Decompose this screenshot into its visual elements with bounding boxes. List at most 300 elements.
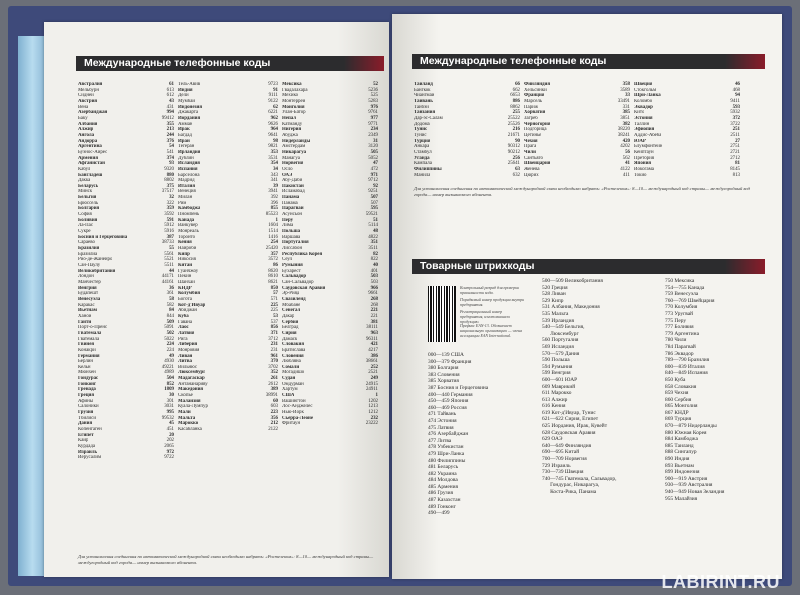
- code-value: 8620: [268, 268, 278, 274]
- code-value: 9821: [268, 144, 278, 150]
- code-country: Мехико: [282, 93, 299, 99]
- barcode-prefix-row: 479 Шри-Ланка: [428, 450, 465, 457]
- barcode-prefix-row: 628 Саудовская Аравия: [542, 429, 596, 436]
- code-value: 392: [270, 195, 278, 201]
- code-country: Дели: [178, 93, 189, 99]
- barcode-prefix-row: 380 Болгария: [428, 365, 459, 372]
- code-value: 504: [166, 376, 174, 382]
- code-value: 505: [370, 149, 378, 155]
- barcode-label-product-number: Порядковый номер продукции внутри предприятия.: [460, 297, 524, 307]
- code-value: 5912: [164, 223, 174, 229]
- code-country: Мадрид: [178, 178, 195, 184]
- barcode-prefix-row: 600—601 ЮАР: [542, 376, 578, 383]
- code-value: 5052: [368, 155, 378, 161]
- code-value: 2065: [164, 444, 174, 449]
- code-value: 58: [169, 296, 174, 302]
- code-value: 255: [512, 110, 520, 116]
- barcode-prefix-row: 865 Монголия: [665, 403, 698, 410]
- code-country: Дамаск: [282, 336, 298, 342]
- right-column-1: [414, 82, 520, 178]
- code-value: 3722: [730, 121, 740, 127]
- code-value: 9251: [368, 189, 378, 195]
- code-value: 301: [166, 398, 174, 404]
- code-value: 582: [166, 302, 174, 308]
- barcode-prefix-row: 528 Ливан: [542, 291, 566, 298]
- barcode-prefix-row: 481 Беларусь: [428, 464, 459, 471]
- barcode-prefix-row: 759 Венесуэла: [665, 291, 699, 298]
- left-page-title: Международные телефонные коды: [76, 56, 384, 71]
- code-country: Германия: [78, 353, 100, 359]
- barcode-image: [428, 286, 456, 342]
- barcode-prefix-row: 869 Турция: [665, 416, 692, 423]
- code-country: Антананариву: [178, 381, 208, 387]
- code-value: 355: [166, 121, 174, 127]
- code-value: 56: [625, 149, 630, 155]
- code-value: 38991: [265, 393, 278, 399]
- right-phone-code-table: [414, 82, 740, 178]
- code-country: Лима: [282, 223, 294, 229]
- code-country: Гавана: [178, 319, 193, 325]
- code-country: Кот-д'Ивуар: [178, 302, 206, 308]
- code-value: 361: [166, 291, 174, 297]
- code-country: Беларусь: [78, 183, 99, 189]
- code-value: 8802: [164, 178, 174, 184]
- code-row: [634, 173, 740, 179]
- code-country: Дакар: [282, 313, 295, 319]
- barcode-label-company-number: Регистрационный номер предприятия, изготовившего продукцию.: [460, 309, 511, 324]
- barcode-prefix-row: 619 Кот-д'Ивуар, Тунис: [542, 409, 596, 416]
- barcode-prefix-row: 594 Румыния: [542, 363, 573, 370]
- code-value: 1604: [268, 223, 278, 229]
- code-value: 963: [370, 330, 378, 336]
- code-value: 472: [370, 166, 378, 172]
- code-value: 92: [373, 183, 378, 189]
- barcode-prefix-row: 450—459 Япония: [428, 398, 469, 405]
- code-country: Гонконг: [78, 381, 97, 387]
- code-value: 341: [270, 178, 278, 184]
- code-value: 822: [370, 257, 378, 263]
- code-value: 96311: [365, 336, 378, 342]
- barcode-prefix-row: 777 Боливия: [665, 324, 694, 331]
- code-country: Ханой: [78, 313, 92, 319]
- code-value: 20: [169, 432, 174, 438]
- code-country: Финляндия: [524, 82, 550, 87]
- code-country: Буэнос-Айрес: [78, 149, 108, 155]
- barcode-prefix-row: 690—695 Китай: [542, 449, 580, 456]
- code-value: 2521: [368, 370, 378, 376]
- code-country: Бельгия: [78, 195, 97, 201]
- code-value: 51: [373, 217, 378, 223]
- code-country: Гуанчжоу: [178, 268, 199, 274]
- code-value: 25526: [507, 121, 520, 127]
- code-value: 4822: [368, 234, 378, 240]
- code-value: 90: [515, 138, 520, 144]
- code-value: 25420: [265, 246, 278, 252]
- code-country: Тайвань: [414, 98, 433, 104]
- code-value: 468: [732, 87, 740, 93]
- code-country: Монголия: [282, 104, 305, 110]
- code-country: Исламабад: [282, 189, 305, 195]
- code-country: Тегеран: [178, 144, 195, 150]
- code-country: Улан-Батор: [282, 110, 306, 116]
- code-value: 994: [166, 110, 174, 116]
- code-value: 662: [512, 87, 520, 93]
- code-value: 5511: [164, 263, 174, 268]
- code-value: 1213: [368, 404, 378, 410]
- code-country: Цетинье: [524, 132, 542, 138]
- code-country: Панама: [282, 200, 298, 206]
- code-value: 1212: [368, 410, 378, 416]
- code-country: Баку: [78, 115, 88, 121]
- barcode-prefix-row: 640—649 Финляндия: [542, 442, 592, 449]
- code-value: 31: [373, 138, 378, 144]
- code-country: Словения: [282, 353, 304, 359]
- barcode-prefix-list-b: [542, 278, 760, 502]
- code-value: 256: [512, 155, 520, 161]
- code-country: Нигерия: [282, 127, 302, 133]
- code-value: 49: [169, 353, 174, 359]
- barcode-column-2: [542, 278, 657, 502]
- code-value: 382: [622, 121, 630, 127]
- barcode-prefix-row: 599 Венгрия: [542, 370, 571, 377]
- code-value: 537: [270, 319, 278, 325]
- code-country: Абиджан: [178, 308, 198, 314]
- code-country: Греция: [78, 393, 94, 399]
- code-value: 5236: [368, 87, 378, 93]
- code-country: Гренада: [78, 387, 96, 393]
- code-country: Алжир: [78, 127, 94, 133]
- code-value: 2712: [730, 155, 740, 161]
- code-country: Нидерланды: [282, 138, 311, 144]
- code-value: 5561: [164, 251, 174, 257]
- code-country: Коломбо: [634, 98, 653, 104]
- code-country: Сан-Сальвадор: [282, 279, 314, 285]
- code-value: 9723: [268, 82, 278, 87]
- code-value: 972: [166, 449, 174, 455]
- code-country: Сербия: [282, 319, 299, 325]
- code-country: Испания: [178, 166, 198, 172]
- code-value: 351: [370, 240, 378, 246]
- code-value: 221: [370, 313, 378, 319]
- barcode-prefix-row: 460—469 Россия: [428, 404, 467, 411]
- code-value: 223: [270, 410, 278, 416]
- code-country: Чиангмай: [414, 93, 435, 99]
- code-value: 613: [166, 87, 174, 93]
- barcode-prefix-row: 740—745 Гватемала, Сальвадор,: [542, 475, 617, 482]
- code-country: Салоники: [78, 404, 99, 410]
- code-value: 372: [732, 115, 740, 121]
- code-value: 47: [373, 161, 378, 167]
- code-value: 2349: [368, 132, 378, 138]
- code-country: Индонезия: [178, 104, 202, 110]
- code-value: 99412: [161, 115, 174, 121]
- barcode-prefix-row: 888 Сингапур: [665, 449, 697, 456]
- code-country: Лондон: [78, 274, 94, 280]
- barcode-prefix-row: 775 Перу: [665, 317, 687, 324]
- code-value: 244: [166, 132, 174, 138]
- code-country: Ливан: [178, 353, 193, 359]
- code-value: 331: [622, 104, 630, 110]
- code-country: Абуджа: [282, 132, 298, 138]
- code-value: 995: [166, 410, 174, 416]
- code-value: 503: [370, 274, 378, 280]
- barcode-prefix-row: 700—709 Норвегия: [542, 456, 587, 463]
- code-country: Чехия: [524, 138, 538, 144]
- barcode-prefix-row: 478 Узбекистан: [428, 444, 464, 451]
- code-country: Израиль: [78, 449, 98, 455]
- code-value: 85523: [265, 212, 278, 218]
- left-page: [44, 22, 389, 577]
- code-country: Иордания: [178, 115, 201, 121]
- code-country: Иерусалим: [78, 455, 102, 461]
- code-value: 251: [732, 127, 740, 133]
- code-country: Касабланка: [178, 427, 202, 433]
- code-country: Албания: [78, 121, 98, 127]
- barcode-prefix-row: 613 Алжир: [542, 396, 568, 403]
- code-value: 855: [270, 206, 278, 212]
- barcode-prefix-row: 609 Маврикий: [542, 383, 576, 390]
- code-country: Любляна: [282, 359, 301, 365]
- code-value: 1: [375, 393, 378, 399]
- code-value: 9641: [268, 132, 278, 138]
- code-country: Гватемала: [78, 336, 100, 342]
- code-country: Сукре: [78, 229, 91, 235]
- code-country: Сараево: [78, 240, 95, 246]
- barcode-prefix-row: 840—849 Испания: [665, 370, 708, 377]
- code-country: Мбабане: [282, 302, 301, 308]
- code-country: Лос-Анджелес: [282, 404, 313, 410]
- code-value: 357: [270, 251, 278, 257]
- code-country: Ванкувер: [178, 223, 198, 229]
- code-country: Тель-Авив: [178, 82, 201, 87]
- code-country: Мюнхен: [78, 370, 96, 376]
- code-value: 6653: [510, 93, 520, 99]
- code-value: 44161: [161, 279, 174, 285]
- code-country: Либерия: [178, 342, 198, 348]
- code-country: Амстердам: [282, 144, 306, 150]
- code-value: 509: [166, 319, 174, 325]
- code-country: Эстония: [634, 115, 653, 121]
- code-value: 2122: [268, 427, 278, 433]
- code-country: Тунис: [414, 132, 427, 138]
- code-country: Токио: [634, 172, 647, 178]
- barcode-prefix-row: 540—549 Бельгия,: [542, 324, 585, 331]
- barcode-prefix-row: 611 Марокко: [542, 390, 572, 397]
- code-country: Швеция: [634, 82, 653, 87]
- code-country: Исландия: [178, 161, 200, 167]
- code-value: 3941: [268, 189, 278, 195]
- barcode-prefix-row: 529 Кипр: [542, 297, 564, 304]
- barcode-prefix-row: 484 Молдова: [428, 477, 458, 484]
- left-phone-code-table: [78, 82, 378, 461]
- code-country: Таллин: [634, 121, 650, 127]
- code-country: Порт-о-Пренс: [78, 325, 108, 331]
- code-country: Ирландия: [178, 149, 201, 155]
- code-country: Вашингтон: [282, 398, 306, 404]
- code-value: 231: [270, 347, 278, 353]
- code-country: Сомали: [282, 364, 300, 370]
- code-country: Манагуа: [282, 155, 300, 161]
- code-country: Марокко: [178, 421, 199, 427]
- code-value: 41: [625, 161, 630, 167]
- code-value: 60: [273, 398, 278, 404]
- code-country: Колумбия: [178, 291, 201, 297]
- left-column-1: [78, 82, 174, 461]
- code-country: Камбоджа: [178, 206, 201, 212]
- left-dialing-note: Для установления соединения по автоматической международной связи необходимо набрать: «Ростелеком»: 8—10— международный код страны— междугородный код города— номер вызываемого абонента.: [78, 554, 374, 565]
- code-value: 268: [370, 302, 378, 308]
- code-country: Италия: [178, 183, 195, 189]
- code-country: Люксембург: [178, 370, 206, 376]
- code-country: Торонто: [178, 234, 196, 240]
- code-country: США: [282, 393, 295, 399]
- code-value: 268: [370, 296, 378, 302]
- code-value: 90312: [507, 144, 520, 150]
- code-value: 591: [166, 217, 174, 223]
- code-value: 84: [169, 308, 174, 314]
- code-value: 261: [270, 376, 278, 382]
- code-value: 98: [273, 138, 278, 144]
- code-country: Иокогама: [634, 166, 654, 172]
- code-value: 3589: [620, 87, 630, 93]
- code-country: Босния и Герцеговина: [78, 234, 128, 240]
- code-country: Иран: [178, 138, 190, 144]
- code-value: 1202: [368, 398, 378, 404]
- code-country: Вьетнам: [78, 308, 98, 314]
- left-column-2: [178, 82, 278, 461]
- code-country: Рим: [178, 200, 187, 206]
- code-country: Кампала: [414, 161, 432, 167]
- code-value: 593: [732, 104, 740, 110]
- code-country: Кейптаун: [634, 149, 654, 155]
- code-value: 374: [166, 155, 174, 161]
- code-value: 254: [270, 240, 278, 246]
- barcode-prefix-row: 480 Филиппины: [428, 457, 466, 464]
- code-country: Монтеррей: [282, 98, 306, 104]
- code-value: 2751: [730, 144, 740, 150]
- barcode-prefix-row: 893 Вьетнам: [665, 462, 694, 469]
- code-country: Париж: [524, 104, 539, 110]
- code-value: 221: [370, 308, 378, 314]
- code-value: 48: [373, 229, 378, 235]
- code-country: Перу: [282, 217, 294, 223]
- code-country: Армения: [78, 155, 98, 161]
- barcode-prefix-row: 400—440 Германия: [428, 391, 473, 398]
- code-country: Марсель: [524, 98, 543, 104]
- code-country: Австрия: [78, 98, 98, 104]
- code-country: Додома: [414, 121, 430, 127]
- code-country: Кито: [634, 110, 645, 116]
- code-country: Македония: [178, 387, 204, 393]
- code-country: Загреб: [524, 115, 538, 121]
- code-country: Могадишо: [282, 370, 305, 376]
- barcode-prefix-row: 729 Израиль: [542, 462, 571, 469]
- barcode-prefix-row: 000—139 США: [428, 352, 464, 358]
- barcode-prefix-row: 570—579 Дания: [542, 350, 580, 357]
- code-value: 21671: [507, 132, 520, 138]
- right-page: [392, 14, 782, 579]
- code-country: Мали: [178, 410, 191, 416]
- code-value: 202: [166, 438, 174, 444]
- barcode-prefix-row: Коста-Рика, Панама: [542, 489, 597, 495]
- code-value: 38733: [161, 240, 174, 246]
- code-country: Конакри: [78, 347, 96, 353]
- code-country: Эфиопия: [634, 127, 655, 133]
- code-value: 44171: [161, 274, 174, 280]
- code-country: Нью-Йорк: [282, 410, 304, 416]
- code-value: 8145: [730, 166, 740, 172]
- barcode-prefix-row: 789—790 Бразилия: [665, 357, 710, 364]
- code-value: 232: [370, 415, 378, 421]
- code-value: 38661: [365, 359, 378, 365]
- barcode-prefix-row: 569 Исландия: [542, 343, 574, 350]
- code-country: Сеул: [282, 257, 293, 263]
- code-value: 389: [270, 387, 278, 393]
- code-country: Мексика: [282, 82, 302, 87]
- code-country: ОАЭ: [282, 172, 293, 178]
- code-value: 396: [270, 200, 278, 206]
- barcode-prefix-row: 629 ОАЭ: [542, 436, 563, 443]
- code-value: 525: [370, 93, 378, 99]
- code-value: 9626: [268, 121, 278, 127]
- code-country: Кабул: [78, 166, 91, 172]
- barcode-section-title: Товарные штрихкоды: [412, 259, 765, 274]
- code-value: 9771: [368, 121, 378, 127]
- code-value: 353: [270, 149, 278, 155]
- right-page-title: Международные телефонные коды: [412, 54, 765, 69]
- code-value: 49221: [161, 364, 174, 370]
- code-value: 40: [373, 263, 378, 268]
- code-country: Барселона: [178, 172, 200, 178]
- barcode-prefix-row: 489 Гонконг: [428, 503, 456, 510]
- barcode-prefix-row: 884 Камбоджа: [665, 436, 698, 443]
- code-value: 420: [622, 138, 630, 144]
- code-country: Гвадалахара: [282, 87, 308, 93]
- code-country: Канада: [178, 217, 195, 223]
- code-value: 3592: [164, 212, 174, 218]
- code-value: 595: [370, 206, 378, 212]
- code-country: София: [78, 212, 92, 218]
- barcode-prefix-row: 300—379 Франция: [428, 358, 472, 365]
- code-country: Ла-Пас: [78, 223, 93, 229]
- code-value: 1809: [164, 387, 174, 393]
- code-country: Скопье: [178, 393, 193, 399]
- code-country: Венгрия: [78, 285, 97, 291]
- barcode-label-prefix: Префикс EAN-13. Обозначает национальную организацию — члена ассоциации EAN International.: [460, 323, 523, 338]
- code-value: 62: [273, 104, 278, 110]
- code-value: 612: [166, 93, 174, 99]
- code-country: Пекин: [178, 274, 192, 280]
- code-country: Хельсинки: [524, 87, 547, 93]
- barcode-prefix-row: 779 Аргентина: [665, 330, 699, 337]
- code-country: Минск: [78, 189, 93, 195]
- barcode-prefix-row: 940—949 Новая Зеландия: [665, 489, 725, 495]
- code-value: 880: [166, 172, 174, 178]
- code-value: 27: [735, 138, 740, 144]
- code-value: 3031: [164, 404, 174, 410]
- code-country: Афганистан: [78, 161, 105, 167]
- code-value: 541: [166, 149, 174, 155]
- code-value: 36: [169, 285, 174, 291]
- code-value: 962: [270, 115, 278, 121]
- barcode-prefix-row: 770 Колумбия: [665, 304, 698, 311]
- barcode-prefix-row: 625 Иордания, Ирак, Кувейт: [542, 423, 608, 430]
- code-country: Аддис-Абеба: [634, 132, 662, 138]
- barcode-prefix-row: 880 Южная Корея: [665, 429, 707, 436]
- code-value: 38111: [366, 325, 378, 331]
- code-country: Курдада: [78, 444, 96, 449]
- barcode-prefix-row: Гондурас, Никарагуа,: [542, 482, 600, 489]
